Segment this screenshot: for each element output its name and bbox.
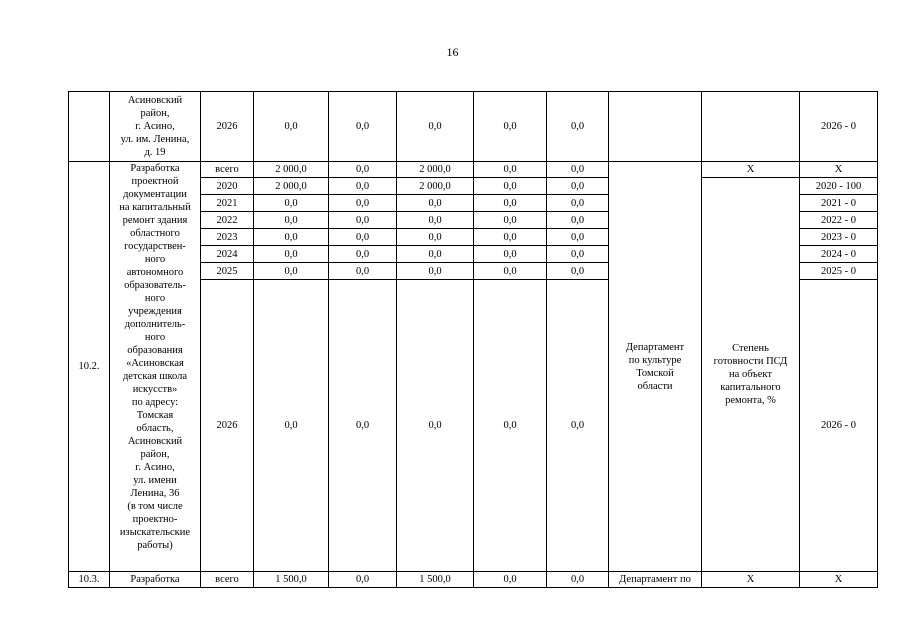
indicator-value-cell: 2022 - 0	[800, 212, 878, 229]
value-cell: 0,0	[474, 263, 547, 280]
indicator-name-cell: X	[702, 572, 800, 588]
year-cell: 2026	[201, 92, 254, 162]
value-cell: 2 000,0	[254, 178, 329, 195]
value-cell: 0,0	[547, 229, 609, 246]
value-cell: 0,0	[474, 178, 547, 195]
object-name-cell: Асиновский район, г. Асино, ул. им. Ленина, д. 19	[110, 92, 201, 162]
page-number: 16	[446, 45, 459, 59]
value-cell: 0,0	[474, 280, 547, 572]
indicator-value-cell: 2024 - 0	[800, 246, 878, 263]
value-cell: 0,0	[474, 212, 547, 229]
value-cell: 0,0	[397, 246, 474, 263]
year-cell: 2022	[201, 212, 254, 229]
year-cell: 2026	[201, 280, 254, 572]
table-row-continuation	[69, 92, 878, 162]
value-cell: 0,0	[547, 280, 609, 572]
value-cell: 0,0	[329, 229, 397, 246]
executor-cell: Департамент по культуре Томской области	[609, 162, 702, 572]
indicator-value-cell: 2023 - 0	[800, 229, 878, 246]
value-cell: 0,0	[329, 263, 397, 280]
value-cell: 0,0	[254, 246, 329, 263]
value-cell: 0,0	[254, 212, 329, 229]
item-number-cell: 10.2.	[69, 162, 110, 572]
value-cell: 0,0	[397, 92, 474, 162]
item-number-cell	[69, 92, 110, 162]
value-cell: 0,0	[329, 212, 397, 229]
table-row-total	[69, 572, 878, 588]
object-name-cell: Разработка	[110, 572, 201, 588]
indicator-value-cell: X	[800, 162, 878, 178]
value-cell: 0,0	[474, 229, 547, 246]
executor-cell: Департамент по	[609, 572, 702, 588]
value-cell: 0,0	[254, 229, 329, 246]
value-cell: 0,0	[329, 280, 397, 572]
value-cell: 0,0	[329, 178, 397, 195]
indicator-value-cell: 2026 - 0	[800, 92, 878, 162]
value-cell: 1 500,0	[254, 572, 329, 588]
object-name-cell: Разработка проектной документации на капитальный ремонт здания областного государствен- ного автономного образователь- ного учреждения дополнитель- ного образования «Асиновская детская школа искусств» по адресу: Томская область, Асиновский район, г. Асино, ул. имени Ленина, 36 (в том числе проектно- изыскательские работы)	[110, 162, 201, 572]
value-cell: 0,0	[329, 572, 397, 588]
value-cell: 1 500,0	[397, 572, 474, 588]
value-cell: 0,0	[329, 195, 397, 212]
value-cell: 0,0	[474, 195, 547, 212]
indicator-value-cell: 2021 - 0	[800, 195, 878, 212]
value-cell: 2 000,0	[254, 162, 329, 178]
item-number-cell: 10.3.	[69, 572, 110, 588]
indicator-value-cell: X	[800, 572, 878, 588]
value-cell: 0,0	[397, 229, 474, 246]
budget-table	[68, 91, 878, 588]
indicator-value-cell: 2020 - 100	[800, 178, 878, 195]
table-row-total	[69, 162, 878, 178]
value-cell: 2 000,0	[397, 162, 474, 178]
value-cell: 0,0	[547, 572, 609, 588]
value-cell: 0,0	[474, 246, 547, 263]
year-cell: 2025	[201, 263, 254, 280]
value-cell: 0,0	[397, 212, 474, 229]
value-cell: 0,0	[547, 162, 609, 178]
value-cell: 0,0	[547, 195, 609, 212]
value-cell: 0,0	[397, 280, 474, 572]
value-cell: 0,0	[254, 263, 329, 280]
value-cell: 2 000,0	[397, 178, 474, 195]
value-cell: 0,0	[329, 162, 397, 178]
value-cell: 0,0	[254, 195, 329, 212]
year-cell: всего	[201, 572, 254, 588]
value-cell: 0,0	[254, 92, 329, 162]
value-cell: 0,0	[254, 280, 329, 572]
value-cell: 0,0	[397, 195, 474, 212]
value-cell: 0,0	[474, 92, 547, 162]
year-cell: 2024	[201, 246, 254, 263]
year-cell: 2021	[201, 195, 254, 212]
indicator-name-cell	[702, 92, 800, 162]
value-cell: 0,0	[547, 92, 609, 162]
value-cell: 0,0	[474, 572, 547, 588]
value-cell: 0,0	[547, 263, 609, 280]
indicator-name-cell: X	[702, 162, 800, 178]
indicator-value-cell: 2025 - 0	[800, 263, 878, 280]
value-cell: 0,0	[329, 246, 397, 263]
indicator-value-cell: 2026 - 0	[800, 280, 878, 572]
indicator-name-cell: Степень готовности ПСД на объект капитального ремонта, %	[702, 178, 800, 572]
year-cell: 2023	[201, 229, 254, 246]
value-cell: 0,0	[329, 92, 397, 162]
executor-cell	[609, 92, 702, 162]
value-cell: 0,0	[474, 162, 547, 178]
year-cell: 2020	[201, 178, 254, 195]
year-cell: всего	[201, 162, 254, 178]
value-cell: 0,0	[547, 246, 609, 263]
value-cell: 0,0	[397, 263, 474, 280]
value-cell: 0,0	[547, 178, 609, 195]
value-cell: 0,0	[547, 212, 609, 229]
